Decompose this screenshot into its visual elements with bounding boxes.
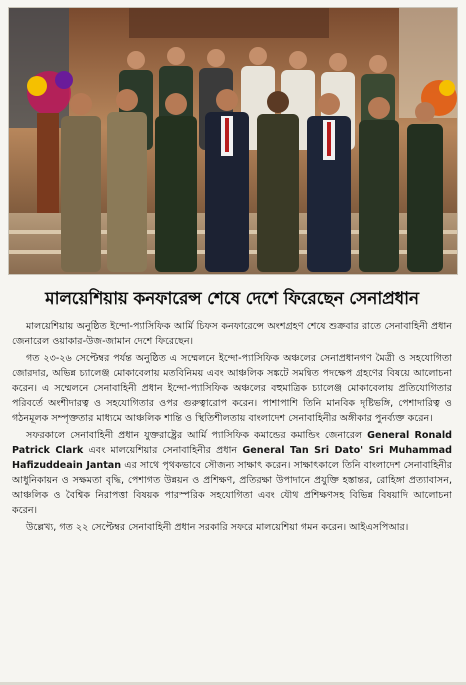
paragraph-3-middle: এবং মালয়েশিয়ার সেনাবাহিনীর প্রধান	[83, 445, 243, 456]
paragraph-3-before: সফরকালে সেনাবাহিনী প্রধান যুক্তরাষ্ট্রের আর্মি প্যাসিফিক কমান্ডের কমান্ডিং জেনারেল	[26, 430, 368, 441]
article-body	[12, 319, 452, 675]
headline: মালয়েশিয়ায় কনফারেন্স শেষে দেশে ফিরেছেন সেনাপ্রধান	[45, 289, 419, 309]
paragraph-2: গত ২৩-২৬ সেপ্টেম্বর পর্যন্ত অনুষ্ঠিত এ সম্মেলনে ইন্দো-প্যাসিফিক অঞ্চলের সেনাপ্রধানগণ মৈত্রী ও সহযোগিতা জোরদার, অভিন্ন চ্যালেঞ্জ মোকাবেলায় মতবিনিময় এবং আঞ্চলিক সঙ্কটে সমন্বিত পদক্ষেপ গ্রহণের বিষয়ে আলোচনা করেন। এ সম্মেলনে সেনাবাহিনী প্রধান ইন্দো-প্যাসিফিক অঞ্চলের বহুমাত্রিক চ্যালেঞ্জ মোকাবেলায় প্রতিযোগিতার পরিবর্তে অংশীদারত্ব ও সহযোগিতার ওপর গুরুত্বারোপ করেন। পাশাপাশি তিনি মানবিক দৃষ্টিভঙ্গি, পেশাদারিত্ব ও গঠনমূলক সম্পৃক্ততার মাধ্যমে আঞ্চলিক শান্তি ও স্থিতিশীলতায় বাংলাদেশ সেনাবাহিনীর অঙ্গীকার পুনর্ব্যক্ত করেন।	[12, 353, 452, 424]
paragraph-3-after: এর সাথে পৃথকভাবে সৌজন্য সাক্ষাৎ করেন। সাক্ষাৎকালে তিনি বাংলাদেশ সেনাবাহিনীর আধুনিকায়ন ও সক্ষমতা বৃদ্ধি, পেশাগত উন্নয়ন ও প্রশিক্ষণ, প্রতিরক্ষা উপাদানে প্রযুক্তি হস্তান্তর, রোহিঙ্গা প্রত্যাবাসন, আঞ্চলিক ও বৈশ্বিক নিরাপত্তা বিষয়ক পারস্পরিক সহযোগিতা এবং যৌথ প্রশিক্ষণসহ বিভিন্ন বিষয়াদি আলোচনা করেন।	[12, 460, 452, 516]
paragraph-4: উল্লেখ্য, গত ২২ সেপ্টেম্বর সেনাবাহিনী প্রধান সরকারি সফরে মালয়েশিয়া গমন করেন। আইএসপিআর।	[26, 522, 409, 533]
paragraph-1: মালয়েশিয়ায় অনুষ্ঠিত ইন্দো-প্যাসিফিক আর্মি চিফস কনফারেন্সে অংশগ্রহণ শেষে শুক্রবার রাতে সেনাবাহিনী প্রধান জেনারেল ওয়াকার-উজ-জামান দেশে ফিরেছেন।	[12, 321, 452, 347]
paragraph-3	[12, 428, 452, 518]
person-name-jantan: General Tan Sri Dato' Sri Muhammad Hafizuddeain Jantan	[12, 445, 452, 471]
person-name-clark: General Ronald Patrick Clark	[12, 430, 452, 456]
group-photo	[8, 7, 458, 275]
photo-illustration	[9, 8, 457, 274]
